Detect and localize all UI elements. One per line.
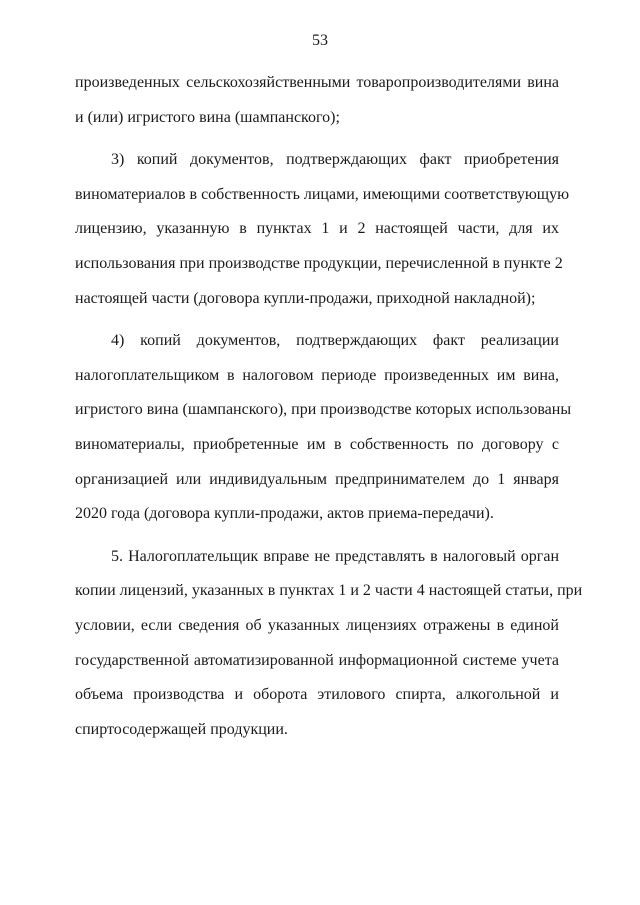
- text-line: копии лицензий, указанных в пунктах 1 и 2 части 4 настоящей статьи, при: [75, 582, 583, 600]
- text-line: 4) копий документов, подтверждающих факт реализации: [111, 332, 559, 350]
- page-number: 53: [312, 32, 328, 49]
- text-line: 3) копий документов, подтверждающих факт приобретения: [111, 151, 559, 169]
- text-line: настоящей части (договора купли-продажи, приходной накладной);: [75, 289, 536, 307]
- text-line: 5. Налогоплательщик вправе не представлять в налоговый орган: [111, 547, 559, 565]
- text-line: организацией или индивидуальным предпринимателем до 1 января: [75, 470, 559, 488]
- text-line: использования при производстве продукции, перечисленной в пункте 2: [75, 254, 563, 272]
- text-line: налогоплательщиком в налоговом периоде произведенных им вина,: [75, 366, 559, 384]
- paragraph-item-5: [75, 540, 583, 748]
- paragraph-continuation: [75, 66, 559, 135]
- text-line: виноматериалов в собственность лицами, имеющими соответствующую: [75, 185, 570, 203]
- text-line: игристого вина (шампанского), при производстве которых использованы: [75, 401, 572, 419]
- paragraph-item-4: [75, 324, 572, 532]
- text-line: объема производства и оборота этилового спирта, алкогольной и: [75, 686, 559, 704]
- text-line: государственной автоматизированной информационной системе учета: [75, 651, 559, 669]
- text-line: 2020 года (договора купли-продажи, актов приема-передачи).: [75, 505, 494, 523]
- text-line: виноматериалы, приобретенные им в собственность по договору с: [75, 435, 559, 453]
- document-body: [75, 66, 583, 747]
- text-line: условии, если сведения об указанных лицензиях отражены в единой: [75, 616, 559, 634]
- text-line: произведенных сельскохозяйственными товаропроизводителями вина: [75, 74, 559, 91]
- text-line: и (или) игристого вина (шампанского);: [75, 108, 340, 126]
- text-line: лицензию, указанную в пунктах 1 и 2 настоящей части, для их: [75, 220, 559, 238]
- paragraph-item-3: [75, 143, 570, 316]
- text-line: спиртосодержащей продукции.: [75, 720, 288, 738]
